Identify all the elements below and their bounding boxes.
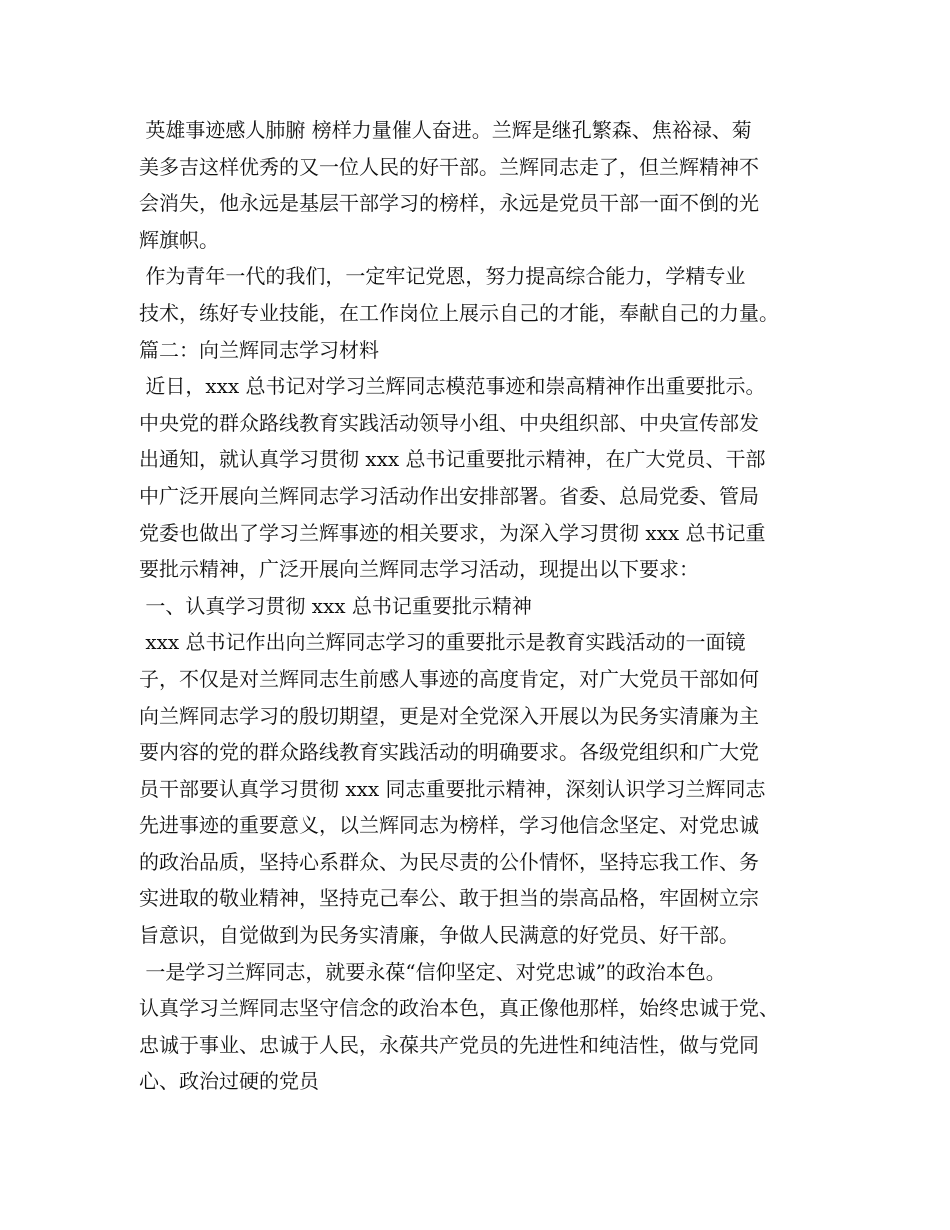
text-line: 心、政治过硬的党员 <box>139 1069 319 1094</box>
text-line: 先进事迹的重要意义，以兰辉同志为榜样，学习他信念坚定、对党忠诚 <box>139 813 759 838</box>
text-line: 美多吉这样优秀的又一位人民的好干部。兰辉同志走了，但兰辉精神不 <box>139 154 759 179</box>
text-line: 会消失，他永远是基层干部学习的榜样，永远是党员干部一面不倒的光 <box>139 191 759 216</box>
text-line: 出通知，就认真学习贯彻 xxx 总书记重要批示精神，在广大党员、干部 <box>139 447 766 472</box>
text-line: 中央党的群众路线教育实践活动领导小组、中央组织部、中央宣传部发 <box>139 410 759 435</box>
text-line: 旨意识，自觉做到为民务实清廉，争做人民满意的好党员、好干部。 <box>139 923 739 948</box>
text-line: 近日，xxx 总书记对学习兰辉同志模范事迹和崇高精神作出重要批示。 <box>139 374 766 399</box>
text-line: 子，不仅是对兰辉同志生前感人事迹的高度肯定，对广大党员干部如何 <box>139 666 759 691</box>
text-line: 员干部要认真学习贯彻 xxx 同志重要批示精神，深刻认识学习兰辉同志 <box>139 776 766 801</box>
text-line: 英雄事迹感人肺腑 榜样力量催人奋进。兰辉是继孔繁森、焦裕禄、菊 <box>139 118 752 142</box>
text-line: 作为青年一代的我们，一定牢记党恩，努力提高综合能力，学精专业 <box>139 264 746 289</box>
text-line: 要内容的党的群众路线教育实践活动的明确要求。各级党组织和广大党 <box>139 740 759 765</box>
text-line: 党委也做出了学习兰辉事迹的相关要求，为深入学习贯彻 xxx 总书记重 <box>139 520 766 545</box>
text-line: xxx 总书记作出向兰辉同志学习的重要批示是教育实践活动的一面镜 <box>139 630 746 655</box>
text-line: 实进取的敬业精神，坚持克己奉公、敢于担当的崇高品格，牢固树立宗 <box>139 886 759 911</box>
text-line: 向兰辉同志学习的殷切期望，更是对全党深入开展以为民务实清廉为主 <box>139 703 759 728</box>
text-line: 辉旗帜。 <box>139 227 219 252</box>
text-line: 忠诚于事业、忠诚于人民，永葆共产党员的先进性和纯洁性，做与党同 <box>139 1032 759 1057</box>
text-line: 要批示精神，广泛开展向兰辉同志学习活动，现提出以下要求： <box>139 557 699 582</box>
document-body <box>139 112 829 1100</box>
text-line: 认真学习兰辉同志坚守信念的政治本色，真正像他那样，始终忠诚于党、 <box>139 996 779 1021</box>
section-heading: 篇二：向兰辉同志学习材料 <box>139 337 379 362</box>
subsection-heading: 一、认真学习贯彻 xxx 总书记重要批示精神 <box>139 593 532 618</box>
text-line: 一是学习兰辉同志，就要永葆“信仰坚定、对党忠诚”的政治本色。 <box>139 959 726 984</box>
text-line: 中广泛开展向兰辉同志学习活动作出安排部署。省委、总局党委、管局 <box>139 483 759 508</box>
text-line: 的政治品质，坚持心系群众、为民尽责的公仆情怀，坚持忘我工作、务 <box>139 849 759 874</box>
text-line: 技术，练好专业技能，在工作岗位上展示自己的才能，奉献自己的力量。 <box>139 300 779 325</box>
